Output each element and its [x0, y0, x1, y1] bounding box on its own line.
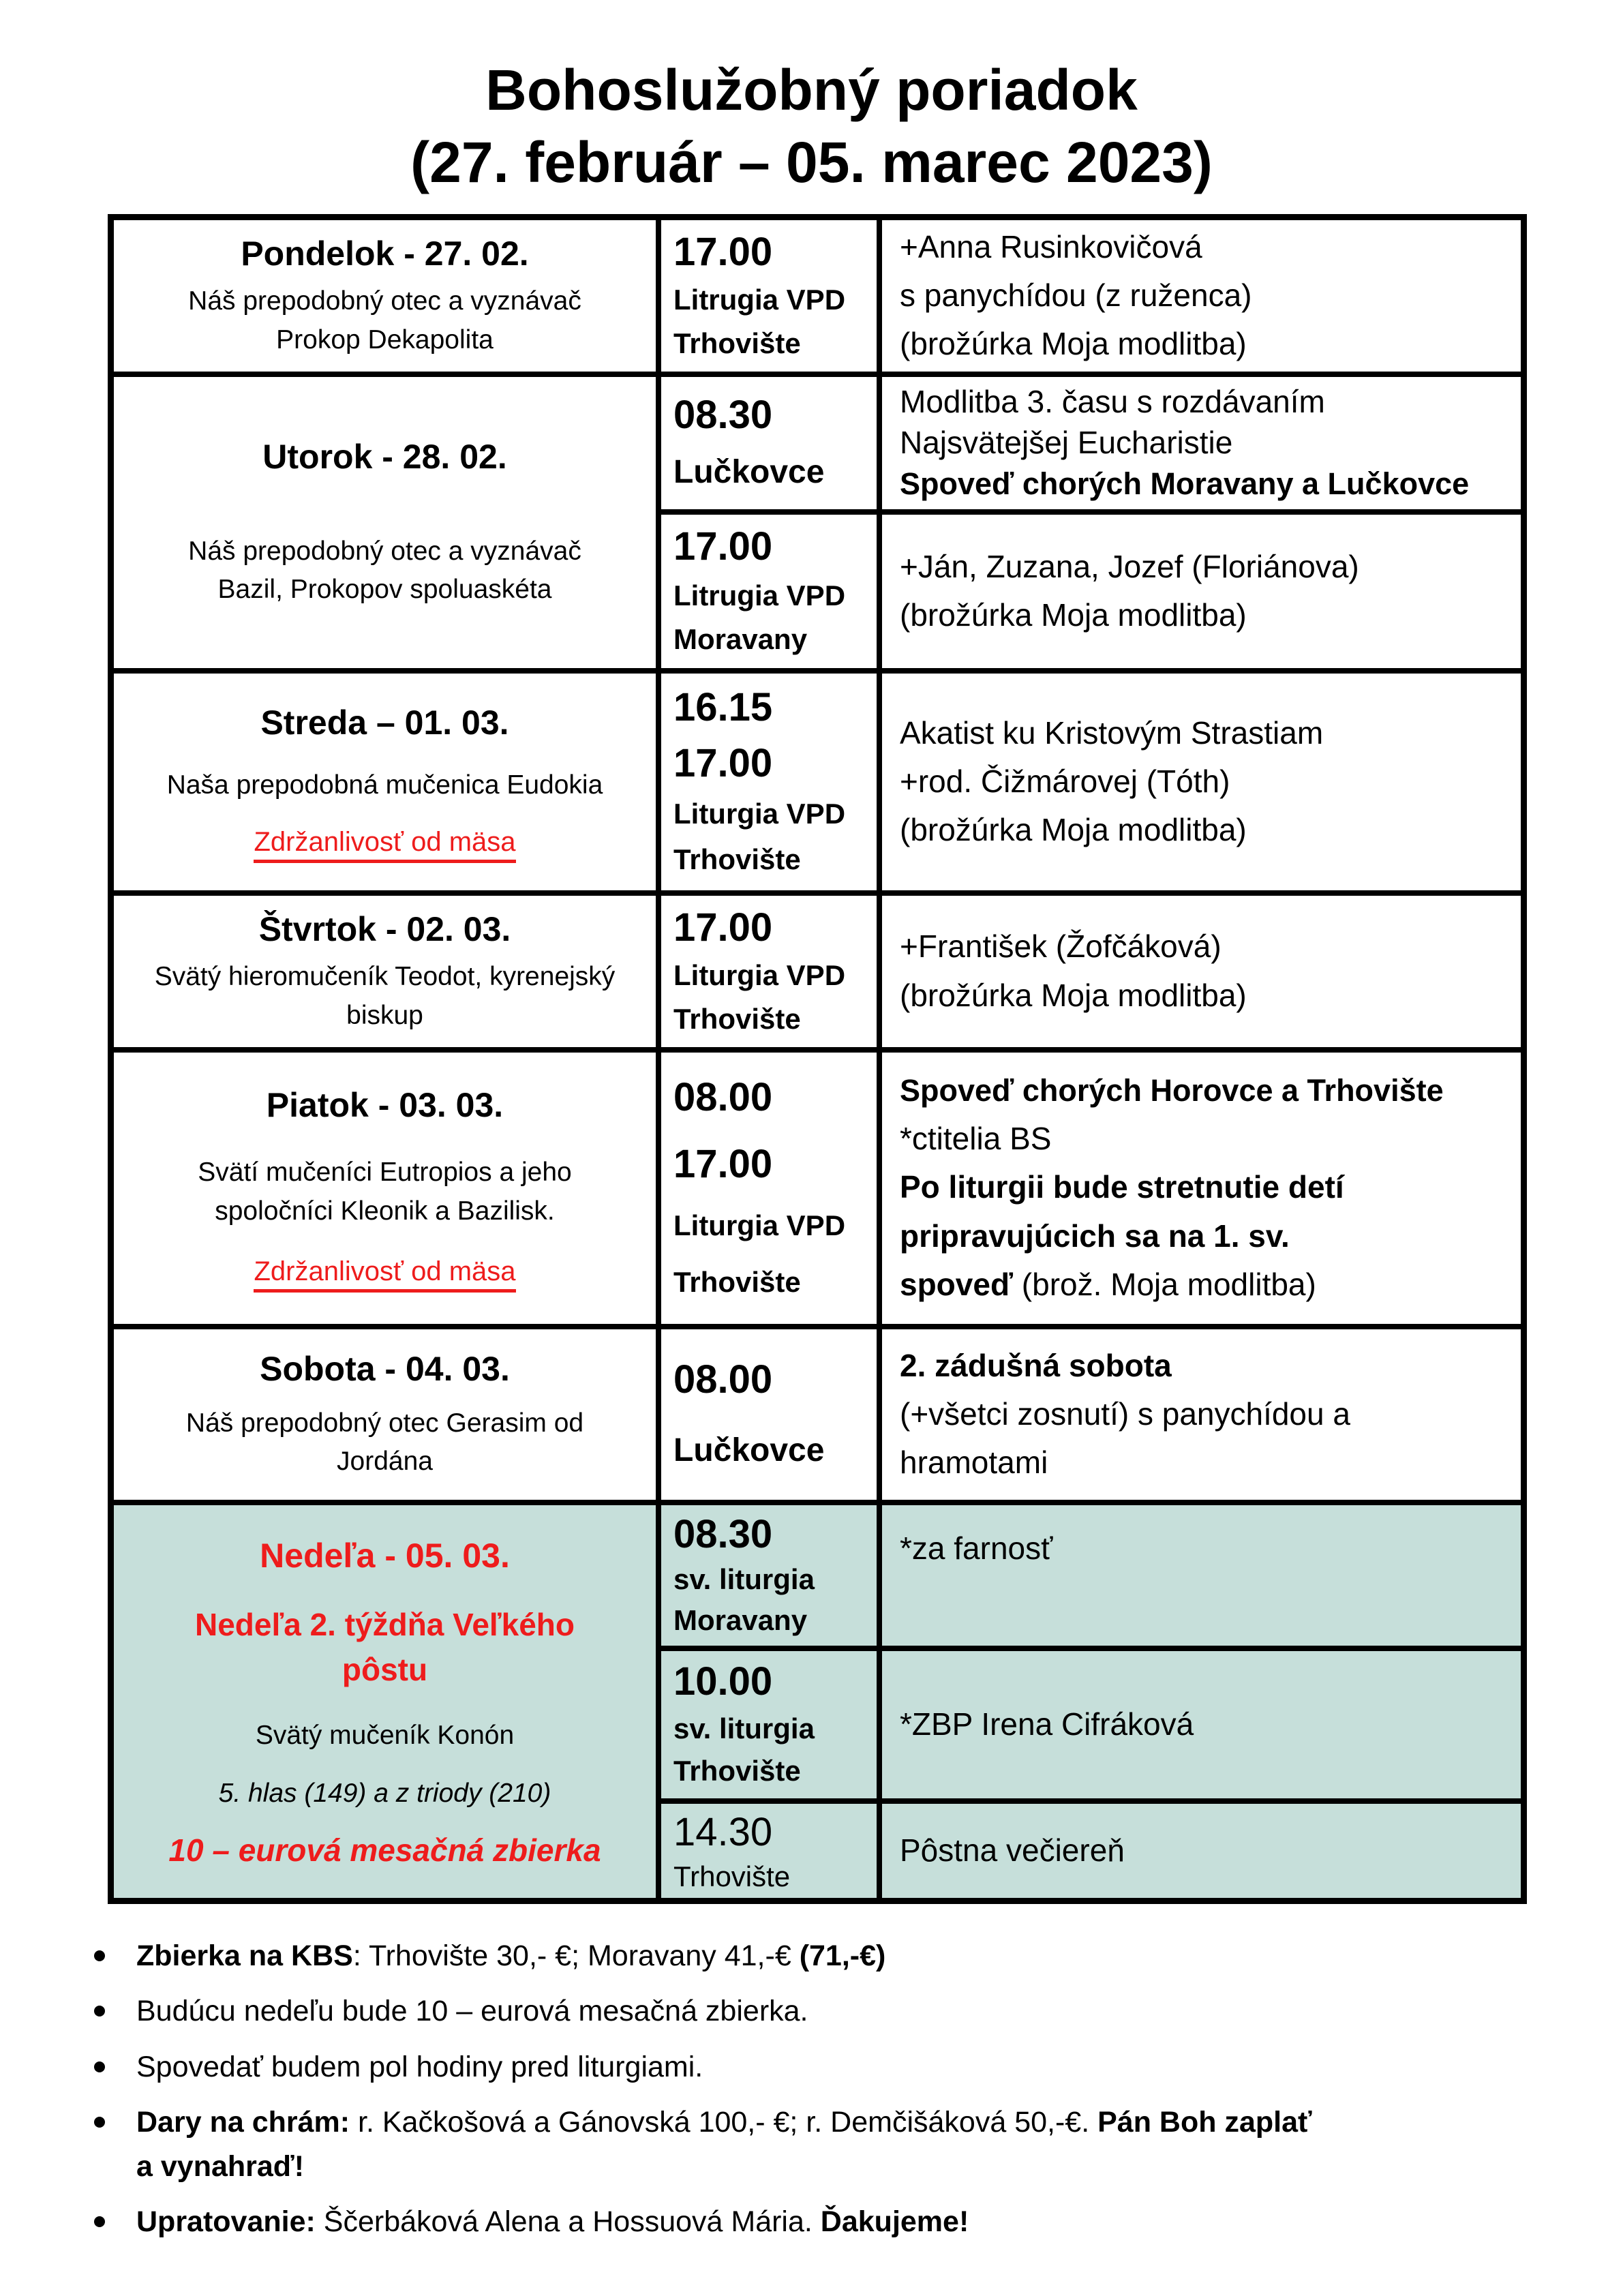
- fasting-note: Zdržanlivosť od mäsa: [254, 1256, 515, 1293]
- intent-line-bold: Spoveď chorých Moravany a Lučkovce: [900, 466, 1470, 501]
- intent-cell: [882, 220, 1521, 372]
- title-line-1: Bohoslužobný poriadok: [485, 58, 1138, 122]
- time-cell: [661, 1804, 877, 1898]
- schedule-slot: [661, 515, 1521, 668]
- time-cell: [661, 220, 877, 372]
- intent-line: *za farnosť: [900, 1530, 1053, 1566]
- service-type: Litrugia VPD: [673, 284, 846, 316]
- intent-line: (brožúrka Moja modlitba): [900, 977, 1247, 1013]
- season-line: pôstu: [342, 1652, 428, 1688]
- intent-line: Najsvätejšej Eucharistie: [900, 425, 1233, 461]
- intent-line: *ZBP Irena Cifráková: [900, 1706, 1194, 1742]
- announcement-text: : Trhovište 30,- €; Moravany 41,-€: [352, 1939, 800, 1972]
- day-desc-line: Svätí mučeníci Eutropios a jeho: [198, 1158, 572, 1188]
- announcements-list: [87, 1934, 1573, 2244]
- collection-note: 10 – eurová mesačná zbierka: [168, 1832, 601, 1869]
- day-description: Naša prepodobná mučenica Eudokia: [166, 770, 603, 800]
- announcement-text-bold: Ďakujeme!: [820, 2205, 969, 2239]
- announcement-text-bold: Dary na chrám:: [136, 2106, 350, 2139]
- table-row-piatok: [114, 1053, 1521, 1324]
- service-place: Moravany: [673, 623, 808, 656]
- intent-cell: [882, 1651, 1521, 1798]
- time-cell: [661, 1329, 877, 1500]
- day-cell-nedela: [114, 1505, 656, 1898]
- service-time: 17.00: [673, 905, 773, 950]
- service-time: 17.00: [673, 229, 773, 274]
- service-place: Trhovište: [673, 1002, 801, 1035]
- intent-line: (brožúrka Moja modlitba): [900, 812, 1247, 848]
- announcement-text-bold: Zbierka na KBS: [136, 1939, 353, 1972]
- service-type: Liturgia VPD: [673, 1209, 846, 1241]
- service-time: 08.30: [673, 392, 773, 437]
- intent-line: (+všetci zosnutí) s panychídou a: [900, 1396, 1350, 1432]
- intent-cell: [882, 1053, 1521, 1324]
- day-cell-stvrtok: [114, 896, 656, 1047]
- intent-line: +Anna Rusinkovičová: [900, 228, 1202, 265]
- day-title: Utorok - 28. 02.: [262, 438, 507, 477]
- announcement-cleaning: [87, 2200, 1573, 2244]
- day-cell-sobota: [114, 1329, 656, 1500]
- announcement-text-bold: a vynahraď!: [136, 2149, 305, 2183]
- day-cell-piatok: [114, 1053, 656, 1324]
- day-description: [198, 1153, 571, 1230]
- day-description: Svätý mučeník Konón: [255, 1720, 515, 1750]
- schedule-slot: [661, 1651, 1521, 1798]
- day-desc-line: Svätý hieromučeník Teodot, kyrenejský: [154, 962, 616, 992]
- announcement-text-bold: Upratovanie:: [136, 2205, 316, 2239]
- service-type: sv. liturgia: [673, 1563, 815, 1596]
- table-row-pondelok: [114, 220, 1521, 372]
- announcement-text: r. Kačkošová a Gánovská 100,- €; r. Demčišáková 50,-€.: [350, 2106, 1098, 2139]
- day-title: Streda – 01. 03.: [260, 703, 509, 742]
- intent-cell: [882, 515, 1521, 668]
- service-place: Trhovište: [673, 1266, 801, 1299]
- service-place: Trhovište: [673, 1860, 791, 1893]
- intent-line: (brož. Moja modlitba): [1013, 1266, 1316, 1302]
- day-description: [188, 532, 581, 609]
- intent-cell: [882, 896, 1521, 1047]
- announcement-text: Ščerbáková Alena a Hossuová Mária.: [315, 2205, 821, 2239]
- intent-line-bold: pripravujúcich sa na 1. sv.: [900, 1218, 1290, 1254]
- intent-line: +František (Žofčáková): [900, 928, 1222, 965]
- intent-cell: [882, 1329, 1521, 1500]
- time-cell: [661, 377, 877, 509]
- intent-line: Modlitba 3. času s rozdávaním: [900, 383, 1325, 419]
- service-type: Liturgia VPD: [673, 959, 846, 992]
- service-time: 08.30: [673, 1511, 773, 1556]
- service-time: 14.30: [673, 1809, 773, 1854]
- service-place: Trhovište: [673, 843, 801, 876]
- season-line: Nedeľa 2. týždňa Veľkého: [195, 1606, 575, 1642]
- day-desc-line: Bazil, Prokopov spoluaskéta: [217, 575, 552, 605]
- announcement-donations: [87, 2100, 1573, 2188]
- service-time: 17.00: [673, 740, 773, 785]
- announcement-text-bold: Pán Boh zaplať: [1097, 2106, 1312, 2139]
- schedule-slot: [661, 1329, 1521, 1500]
- time-cell: [661, 1053, 877, 1324]
- schedule-table: [108, 214, 1527, 1904]
- intent-line-bold: spoveď: [900, 1266, 1014, 1302]
- announcement-kbs-collection: [87, 1934, 1573, 1978]
- day-title: Štvrtok - 02. 03.: [258, 909, 511, 948]
- intent-line: s panychídou (z ruženca): [900, 277, 1252, 314]
- announcement-text: Budúcu nedeľu bude 10 – eurová mesačná zbierka.: [136, 1995, 808, 2028]
- service-place: Lučkovce: [673, 454, 825, 491]
- intent-cell: [882, 674, 1521, 890]
- service-time: 16.15: [673, 685, 773, 730]
- table-row-sobota: [114, 1329, 1521, 1500]
- announcement-next-collection: [87, 1989, 1573, 2034]
- day-description: [155, 958, 616, 1035]
- announcement-confession: [87, 2045, 1573, 2089]
- service-type: Litrugia VPD: [673, 579, 846, 611]
- day-title: Piatok - 03. 03.: [266, 1086, 504, 1125]
- intent-line: (brožúrka Moja modlitba): [900, 326, 1247, 362]
- day-desc-line: biskup: [346, 1000, 423, 1030]
- service-time: 17.00: [673, 524, 773, 569]
- time-cell: [661, 896, 877, 1047]
- day-desc-line: Náš prepodobný otec a vyznávač: [188, 286, 581, 316]
- day-title: Nedeľa - 05. 03.: [260, 1537, 510, 1575]
- intent-cell: [882, 377, 1521, 509]
- schedule-slot: [661, 377, 1521, 509]
- service-place: Moravany: [673, 1603, 808, 1636]
- intent-line: (brožúrka Moja modlitba): [900, 597, 1247, 633]
- day-cell-utorok: [114, 377, 656, 668]
- day-desc-line: Náš prepodobný otec a vyznávač: [188, 536, 581, 566]
- intent-line: +Ján, Zuzana, Jozef (Floriánova): [900, 548, 1359, 584]
- intent-line: hramotami: [900, 1445, 1048, 1481]
- intent-line: Pôstna večiereň: [900, 1832, 1125, 1868]
- schedule-slot: [661, 1053, 1521, 1324]
- intent-line-bold: Po liturgii bude stretnutie detí: [900, 1169, 1344, 1205]
- day-desc-line: Jordána: [337, 1447, 433, 1477]
- service-place: Lučkovce: [673, 1432, 825, 1468]
- service-type: sv. liturgia: [673, 1712, 815, 1745]
- day-desc-line: Prokop Dekapolita: [276, 324, 494, 354]
- service-place: Trhovište: [673, 1755, 801, 1787]
- table-row-streda: [114, 674, 1521, 890]
- intent-line: +rod. Čižmárovej (Tóth): [900, 764, 1230, 799]
- day-cell-pondelok: [114, 220, 656, 372]
- service-time: 10.00: [673, 1659, 773, 1704]
- intent-line-bold: 2. zádušná sobota: [900, 1347, 1172, 1383]
- day-description: [186, 1404, 583, 1481]
- schedule-slot: [661, 1505, 1521, 1646]
- time-cell: [661, 1505, 877, 1646]
- day-desc-line: Náš prepodobný otec Gerasim od: [185, 1408, 584, 1438]
- liturgical-tone: 5. hlas (149) a z triody (210): [218, 1778, 551, 1808]
- announcement-text-bold: (71,-€): [799, 1939, 886, 1972]
- table-row-nedela: [114, 1505, 1521, 1898]
- time-cell: [661, 515, 877, 668]
- sunday-season-label: [195, 1602, 575, 1693]
- service-time: 17.00: [673, 1141, 773, 1186]
- day-description: [188, 282, 581, 359]
- day-desc-line: spoločníci Kleonik a Bazilisk.: [215, 1196, 555, 1226]
- day-title: Pondelok - 27. 02.: [241, 234, 529, 273]
- schedule-slot: [661, 1804, 1521, 1898]
- intent-cell: [882, 1804, 1521, 1898]
- table-row-stvrtok: [114, 896, 1521, 1047]
- document-title: [0, 55, 1623, 199]
- schedule-slot: [661, 674, 1521, 890]
- announcement-text: Spovedať budem pol hodiny pred liturgiami.: [136, 2050, 703, 2083]
- table-row-utorok: [114, 377, 1521, 668]
- day-cell-streda: [114, 674, 656, 890]
- service-type: Liturgia VPD: [673, 797, 846, 830]
- service-time: 08.00: [673, 1075, 773, 1120]
- service-time: 08.00: [673, 1357, 773, 1402]
- service-place: Trhovište: [673, 327, 801, 359]
- intent-cell: [882, 1505, 1521, 1646]
- title-line-2: (27. február – 05. marec 2023): [410, 130, 1213, 194]
- time-cell: [661, 674, 877, 890]
- intent-line: Akatist ku Kristovým Strastiam: [900, 714, 1324, 751]
- fasting-note: Zdržanlivosť od mäsa: [254, 827, 515, 863]
- day-title: Sobota - 04. 03.: [260, 1350, 510, 1389]
- intent-line-bold: Spoveď chorých Horovce a Trhovište: [900, 1073, 1444, 1108]
- schedule-slot: [661, 896, 1521, 1047]
- schedule-slot: [661, 220, 1521, 372]
- time-cell: [661, 1651, 877, 1798]
- intent-line: *ctitelia BS: [900, 1120, 1052, 1156]
